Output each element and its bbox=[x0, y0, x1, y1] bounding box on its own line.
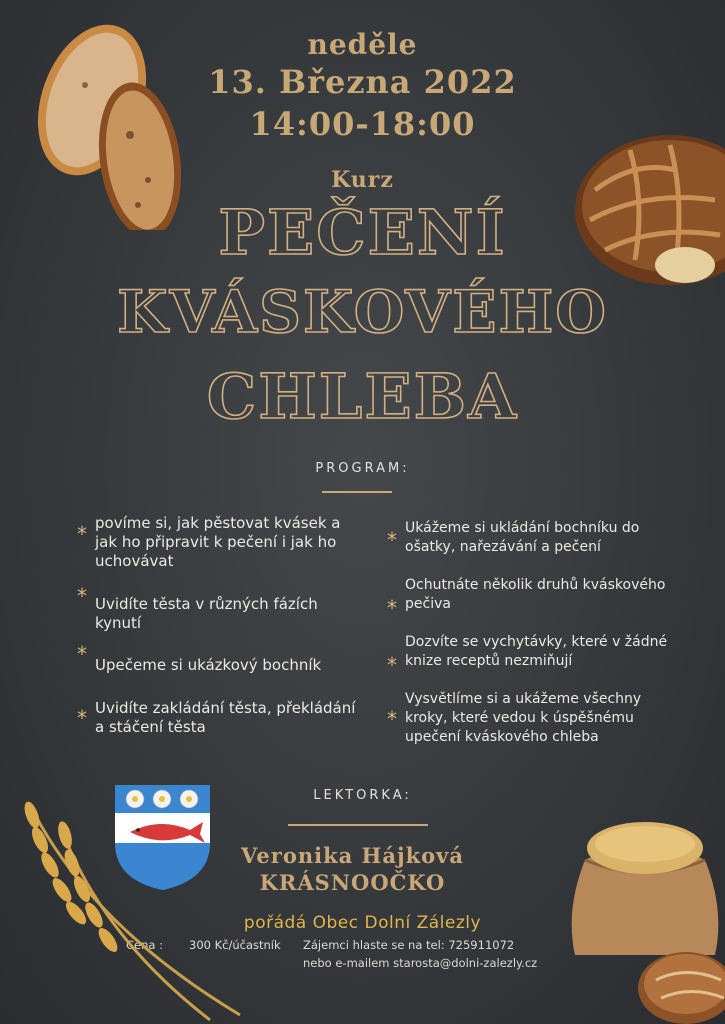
price-label: Cena : bbox=[126, 938, 163, 952]
lecturer-divider bbox=[288, 824, 428, 826]
program-item-right-3: Dozvíte se vychytávky, které v žádné knize receptů nezmiňují bbox=[405, 634, 668, 669]
lecturer-name: Veronika Hájková bbox=[241, 843, 464, 868]
bullet-star-icon: * bbox=[77, 522, 87, 546]
contact-email: nebo e-mailem starosta@dolni-zalezly.cz bbox=[303, 956, 538, 970]
bullet-star-icon: * bbox=[387, 528, 397, 552]
price-value: 300 Kč/účastník bbox=[189, 938, 281, 952]
bullet-star-icon: * bbox=[77, 584, 87, 608]
bullet-star-icon: * bbox=[77, 706, 87, 730]
program-item-left-4: Uvidíte zakládání těsta, překládání a stáčení těsta bbox=[95, 699, 356, 736]
course-label: Kurz bbox=[331, 167, 394, 193]
bullet-star-icon: * bbox=[387, 596, 397, 620]
grain-sack-image bbox=[565, 810, 725, 960]
program-item-right-4: Vysvětlíme si a ukážeme všechny kroky, které vedou k úspěšnému upečení kváskového chleba bbox=[405, 691, 642, 745]
lecturer-heading: LEKTORKA: bbox=[313, 788, 412, 803]
title-line-1: PEČENÍ bbox=[218, 196, 507, 269]
organizer-text: pořádá Obec Dolní Zálezly bbox=[243, 913, 482, 933]
title-line-2: KVÁSKOVÉHO bbox=[117, 278, 608, 346]
program-item-right-2: Ochutnáte několik druhů kváskového pečiva bbox=[405, 577, 666, 612]
program-divider bbox=[322, 491, 392, 493]
program-item-left-3: Upečeme si ukázkový bochník bbox=[95, 656, 322, 674]
lecturer-brand: KRÁSNOOČKO bbox=[259, 870, 446, 895]
bullet-star-icon: * bbox=[387, 707, 397, 731]
title-line-3: CHLEBA bbox=[206, 360, 519, 433]
event-time: 14:00-18:00 bbox=[249, 105, 476, 143]
program-item-left-1: povíme si, jak pěstovat kvásek a jak ho připravit k pečení i jak ho uchovávat bbox=[95, 514, 341, 570]
program-heading: PROGRAM: bbox=[315, 461, 410, 476]
program-item-left-2: Uvidíte těsta v různých fázích kynutí bbox=[95, 595, 318, 632]
wheat-image bbox=[10, 785, 245, 1024]
bullet-star-icon: * bbox=[387, 653, 397, 677]
program-item-right-1: Ukážeme si ukládání bochníku do ošatky, nařezávání a pečení bbox=[405, 520, 640, 555]
contact-phone: Zájemci hlaste se na tel: 725911072 bbox=[303, 938, 515, 952]
event-date: 13. Března 2022 bbox=[208, 63, 517, 101]
bullet-star-icon: * bbox=[77, 642, 87, 666]
small-bread-image bbox=[636, 940, 725, 1024]
event-day: neděle bbox=[307, 28, 418, 61]
